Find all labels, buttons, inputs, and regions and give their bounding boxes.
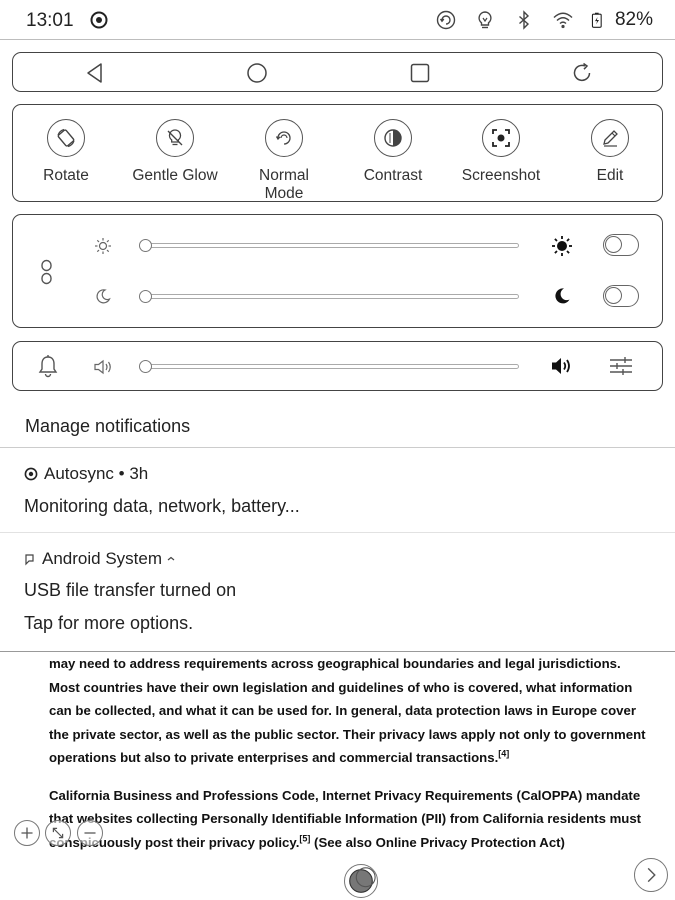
equalizer-icon[interactable] (609, 355, 633, 377)
document-paragraph (49, 784, 649, 855)
notification-text: Monitoring data, network, battery... (24, 496, 300, 516)
bulb-icon (474, 9, 496, 31)
expand-icon[interactable] (45, 820, 71, 846)
volume-high-icon (550, 356, 574, 376)
qs-tile-contrast[interactable] (338, 119, 448, 185)
home-icon[interactable] (245, 61, 269, 85)
warm-light-slider-thumb[interactable] (139, 290, 152, 303)
volume-slider[interactable] (143, 364, 519, 369)
qs-label-screenshot: Screenshot (461, 167, 541, 184)
warm-light-toggle[interactable] (603, 285, 639, 307)
quick-settings-panel (12, 104, 663, 202)
qs-tile-screenshot[interactable] (446, 119, 556, 185)
notification-header (24, 464, 148, 484)
paragraph-text: (See also Online Privacy Protection Act) (310, 834, 565, 850)
volume-panel (12, 341, 663, 391)
manage-notifications[interactable] (0, 404, 675, 448)
link-icon[interactable] (40, 259, 54, 285)
qs-label-gentle-glow: Gentle Glow (132, 167, 218, 184)
frontlight-panel (12, 214, 663, 328)
back-icon[interactable] (83, 61, 107, 85)
qs-label-rotate: Rotate (43, 167, 89, 184)
qs-label-edit: Edit (596, 167, 624, 184)
sync-icon (90, 11, 108, 29)
separator-dot: • (113, 464, 130, 483)
notification-app-name: Autosync (44, 464, 114, 483)
contrast-icon (374, 119, 412, 157)
recents-icon[interactable] (408, 61, 432, 85)
qs-tile-normal-mode[interactable] (229, 119, 339, 202)
document-content (49, 652, 649, 854)
paragraph-text: California Business and Professions Code, Internet Privacy Requirements (CalOPPA) mandate that websites collecting Personally Identifiable Information (PII) from California residents must conspicuously post their privacy policy. (49, 787, 642, 850)
notification-text: USB file transfer turned on (24, 580, 237, 600)
sun-outline-icon (94, 237, 112, 255)
refresh-mode-icon (435, 9, 457, 31)
android-icon (24, 553, 36, 566)
notification-autosync[interactable] (0, 449, 675, 533)
clock: 13:01 (26, 10, 74, 31)
bluetooth-icon (513, 9, 535, 31)
reference-link[interactable]: [4] (498, 748, 510, 759)
cold-light-toggle[interactable] (603, 234, 639, 256)
notification-android-system[interactable] (0, 534, 675, 652)
notification-header (24, 549, 176, 569)
battery-percent: 82% (614, 9, 653, 30)
rotate-icon (47, 119, 85, 157)
volume-slider-thumb[interactable] (139, 360, 152, 373)
qs-label-contrast: Contrast (363, 167, 423, 184)
zoom-in-icon[interactable] (14, 820, 40, 846)
cold-light-slider[interactable] (143, 243, 519, 248)
floating-menu-icon[interactable] (344, 864, 378, 898)
paragraph-text: may need to address requirements across geographical boundaries and legal jurisdictions. Most countries have their own legislation and guidelines of who is covered, what information can be collected, and what it can be used for. In general, data protection laws in Europe cover the private sector, as well as the public sector. Their privacy laws apply not only to government operations but also to private enterprises and commercial transactions. (49, 656, 646, 765)
edit-icon (591, 119, 629, 157)
notification-app-name: Android System (42, 549, 162, 568)
notification-subtext: Tap for more options. (24, 613, 194, 633)
moon-outline-icon (95, 288, 111, 304)
status-bar (0, 0, 675, 40)
refresh-icon[interactable] (570, 61, 594, 85)
navigation-panel (12, 52, 663, 92)
qs-tile-rotate[interactable] (12, 119, 121, 185)
warm-light-slider[interactable] (143, 294, 519, 299)
normal-mode-icon (265, 119, 303, 157)
qs-tile-gentle-glow[interactable] (120, 119, 230, 185)
status-icons (418, 9, 653, 31)
moon-filled-icon (553, 287, 571, 305)
wifi-icon (552, 9, 574, 31)
sync-icon (24, 467, 38, 481)
volume-low-icon (93, 359, 113, 375)
screenshot-icon (482, 119, 520, 157)
document-paragraph (49, 652, 649, 770)
sun-filled-icon (551, 235, 573, 257)
qs-tile-edit[interactable] (555, 119, 663, 185)
qs-label-normal-mode: Normal Mode (259, 167, 309, 202)
next-page-icon[interactable] (634, 858, 668, 892)
reference-link[interactable]: [5] (299, 833, 311, 844)
manage-notifications-label: Manage notifications (25, 416, 191, 436)
gentle-glow-icon (156, 119, 194, 157)
zoom-out-icon[interactable] (77, 820, 103, 846)
chevron-up-icon[interactable] (166, 554, 176, 564)
bell-icon[interactable] (37, 354, 59, 378)
notification-time: 3h (129, 464, 149, 483)
cold-light-slider-thumb[interactable] (139, 239, 152, 252)
battery-icon (591, 9, 607, 31)
